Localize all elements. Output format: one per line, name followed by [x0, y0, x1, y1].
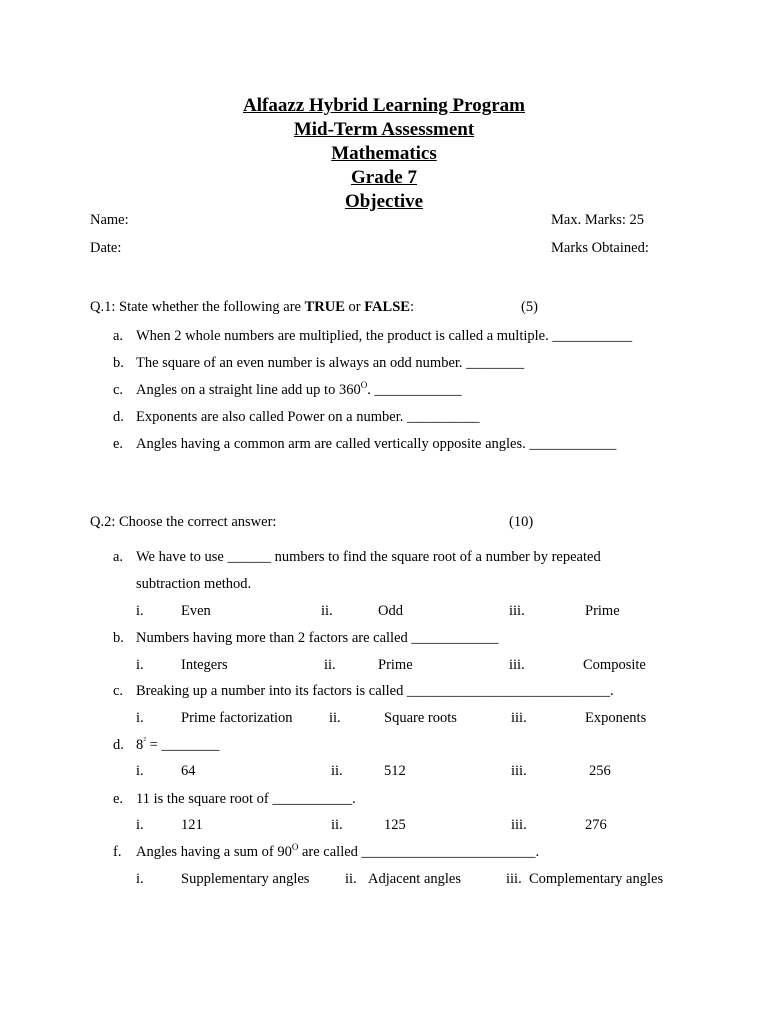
q1-item-d-text: Exponents are also called Power on a number. __________: [136, 409, 480, 425]
q1-item-c-marker: c.: [113, 382, 124, 398]
q2-item-d-text-before: 8: [136, 737, 144, 753]
q2-item-a-line2: subtraction method.: [136, 576, 252, 592]
title-section: Objective: [344, 191, 424, 212]
option-text: Prime: [378, 657, 413, 673]
q2-item-f-text: [136, 843, 539, 861]
q1-marks: (5): [521, 299, 538, 315]
q1-colon: :: [409, 299, 414, 315]
q1-item-e-marker: e.: [113, 436, 124, 452]
q2-item-f-text-before: Angles having a sum of 90: [136, 844, 292, 860]
degree-symbol: O: [291, 842, 299, 852]
option-marker: i.: [136, 871, 144, 887]
title-program: Alfaazz Hybrid Learning Program: [243, 95, 525, 116]
option-marker: i.: [136, 657, 144, 673]
q1-item-d-marker: d.: [113, 409, 124, 425]
option-text: Odd: [378, 603, 403, 619]
option-marker: i.: [136, 817, 144, 833]
q1-heading-prefix: Q.1: State whether the following are: [90, 299, 305, 315]
q1-item-b-text: The square of an even number is always an odd number. ________: [136, 355, 525, 371]
option-text: Integers: [181, 657, 228, 673]
option-text: Exponents: [585, 710, 647, 726]
option-marker: ii.: [331, 763, 343, 779]
q1-item-c-text-after: . ____________: [367, 382, 462, 398]
option-text: 125: [384, 817, 406, 833]
q2-item-b-marker: b.: [113, 630, 124, 646]
degree-symbol: O: [360, 380, 368, 390]
title-subject: Mathematics: [331, 143, 437, 164]
q1-item-b-marker: b.: [113, 355, 124, 371]
date-field-label: Date:: [90, 240, 122, 256]
q2-item-a-marker: a.: [113, 549, 124, 565]
option-marker: iii.: [506, 871, 522, 887]
option-text: Adjacent angles: [368, 871, 462, 887]
q2-item-d-text: [136, 736, 219, 754]
option-marker: i.: [136, 603, 144, 619]
option-marker: iii.: [511, 710, 527, 726]
q1-item-c-text: [136, 381, 461, 399]
marks-obtained-label: Marks Obtained:: [551, 240, 649, 256]
q2-item-b-text: Numbers having more than 2 factors are called ____________: [136, 630, 499, 646]
option-marker: iii.: [511, 763, 527, 779]
q2-item-c-text: Breaking up a number into its factors is called ____________________________.: [136, 683, 614, 699]
q2-item-a-line1: We have to use ______ numbers to find the square root of a number by repeated: [136, 549, 601, 565]
q2-heading: Q.2: Choose the correct answer:: [90, 514, 277, 530]
option-text: Supplementary angles: [181, 871, 310, 887]
max-marks-label: Max. Marks: 25: [551, 212, 645, 228]
option-text: 256: [589, 763, 611, 779]
option-marker: ii.: [324, 657, 336, 673]
option-text: Square roots: [384, 710, 457, 726]
option-text: 512: [384, 763, 406, 779]
q2-item-f-text-after: are called ________________________.: [298, 844, 540, 860]
option-text: 64: [181, 763, 196, 779]
option-text: Even: [181, 603, 211, 619]
option-text: 276: [585, 817, 607, 833]
q1-item-a-marker: a.: [113, 328, 124, 344]
option-text: 121: [181, 817, 203, 833]
option-marker: iii.: [511, 817, 527, 833]
title-grade: Grade 7: [351, 167, 417, 188]
q1-heading: [90, 298, 414, 316]
q2-item-d-text-after: = ________: [145, 737, 220, 753]
q2-item-d-marker: d.: [113, 737, 124, 753]
option-marker: i.: [136, 710, 144, 726]
q1-item-c-text-before: Angles on a straight line add up to 360: [136, 382, 361, 398]
option-marker: iii.: [509, 603, 525, 619]
q1-or-word: or: [344, 299, 365, 315]
title-assessment: Mid-Term Assessment: [293, 119, 475, 140]
q2-item-f-marker: f.: [113, 844, 122, 860]
option-text: Prime factorization: [181, 710, 293, 726]
q1-true-word: TRUE: [304, 299, 345, 315]
q1-false-word: FALSE: [364, 299, 410, 315]
title-block: [0, 94, 768, 214]
q2-marks: (10): [509, 514, 534, 530]
name-field-label: Name:: [90, 212, 129, 228]
option-marker: ii.: [331, 817, 343, 833]
q1-item-e-text: Angles having a common arm are called vertically opposite angles. ____________: [136, 436, 617, 452]
squared-symbol: ²: [143, 735, 146, 745]
option-marker: ii.: [345, 871, 357, 887]
option-text: Complementary angles: [529, 871, 664, 887]
option-text: Prime: [585, 603, 620, 619]
option-text: Composite: [583, 657, 646, 673]
q2-item-e-marker: e.: [113, 791, 124, 807]
q2-item-c-marker: c.: [113, 683, 124, 699]
option-marker: iii.: [509, 657, 525, 673]
q2-item-e-text: 11 is the square root of ___________.: [136, 791, 356, 807]
option-marker: i.: [136, 763, 144, 779]
option-marker: ii.: [329, 710, 341, 726]
q1-item-a-text: When 2 whole numbers are multiplied, the product is called a multiple. ___________: [136, 328, 633, 344]
option-marker: ii.: [321, 603, 333, 619]
